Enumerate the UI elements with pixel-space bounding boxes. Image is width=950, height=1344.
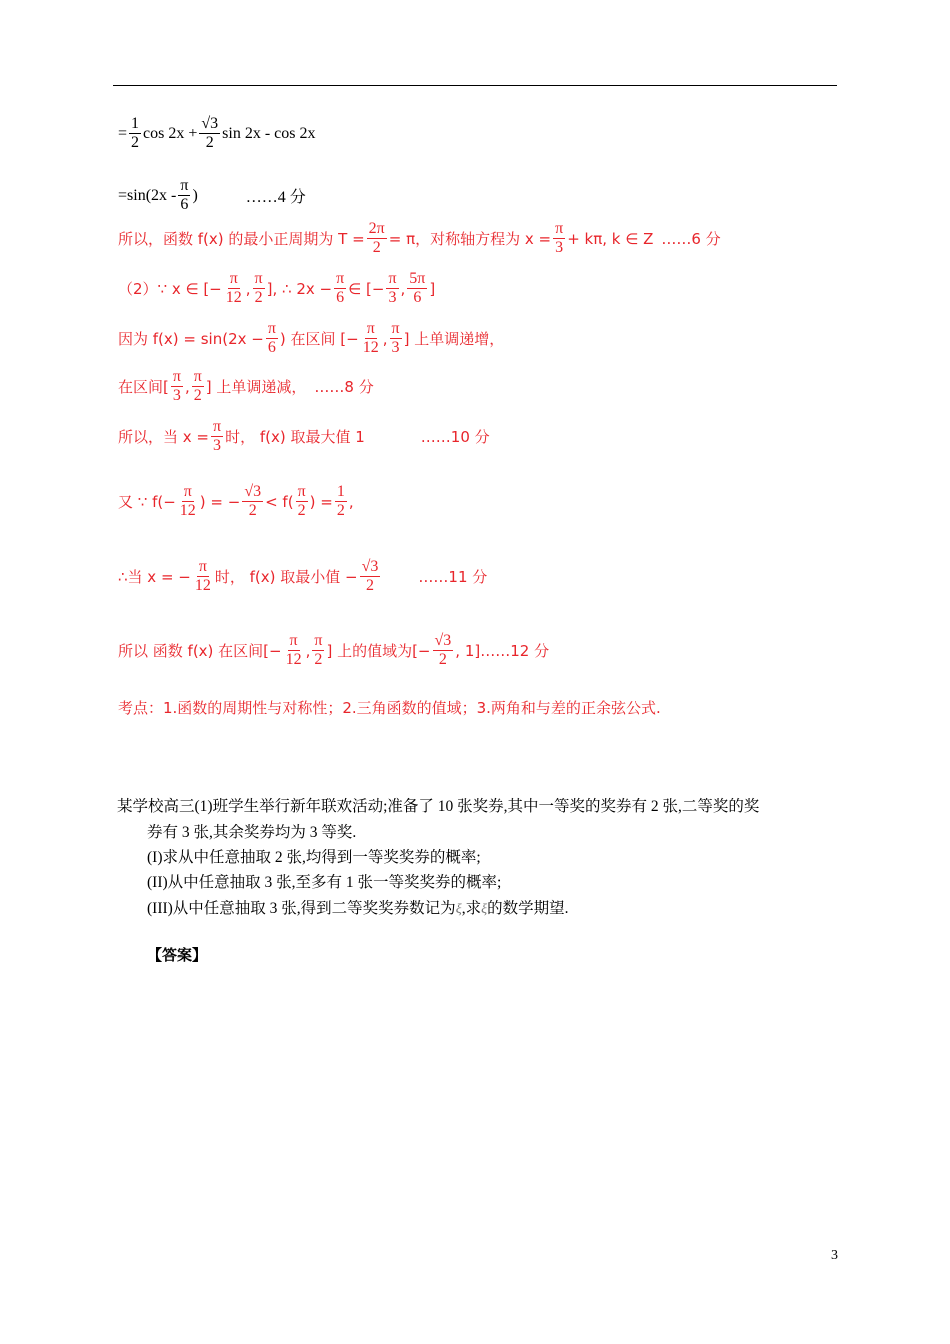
key-points-line — [118, 697, 661, 718]
xi-symbol: ξ — [455, 902, 462, 917]
solution-text: , — [305, 641, 311, 660]
fraction: $\frac{\pi}{3}$ — [555, 220, 564, 256]
solution-line-5 — [118, 320, 504, 357]
solution-text: 在区间[ — [118, 378, 169, 396]
fraction: $\frac{\pi}{3}$ — [212, 418, 222, 454]
solution-text: 因为 f(x) = sin(2x − — [118, 330, 264, 348]
solution-text: 又 ∵ f(− — [118, 493, 176, 511]
score-mark: ……8 分 — [314, 378, 374, 396]
solution-line-6 — [118, 368, 374, 405]
solution-text: ] 上单调递减， — [205, 378, 307, 396]
solution-text: , 1] — [455, 641, 481, 660]
solution-text: 时， f(x) 取最大值 1 — [225, 428, 365, 446]
solution-text: ∴当 x = − — [118, 568, 191, 586]
question-3-text: (III)从中任意抽取 3 张,得到二等奖奖券数记为 — [147, 900, 456, 917]
solution-text: ], ∴ 2x − — [266, 279, 333, 298]
question-3-text: ,求 — [461, 900, 482, 917]
math-text: =sin(2x - — [118, 186, 177, 204]
fraction: $\frac{√3}{2}$ — [434, 632, 452, 668]
solution-text: ] 上的值域为[− — [326, 642, 431, 660]
fraction: $\frac{√3}{2}$ — [201, 115, 219, 151]
question-3 — [147, 896, 568, 923]
equals-sign: = — [118, 124, 128, 142]
fraction: $\frac{\pi}{2}$ — [193, 368, 202, 404]
solution-text: 所以，函数 f(x) 的最小正周期为 T = — [118, 230, 365, 248]
fraction: $\frac{1}{2}$ — [131, 115, 140, 151]
solution-line-10 — [118, 632, 549, 669]
xi-symbol: ξ — [481, 902, 488, 917]
fraction: $\frac{\pi}{12}$ — [194, 558, 211, 594]
fraction: $\frac{\pi}{12}$ — [179, 483, 196, 519]
solution-text: ) = − — [199, 492, 241, 511]
score-mark: ……12 分 — [480, 642, 550, 660]
score-mark: ……11 分 — [418, 568, 488, 586]
solution-text: ] — [429, 279, 436, 298]
score-mark: ……6 分 — [661, 230, 721, 248]
fraction: $\frac{\pi}{6}$ — [267, 320, 276, 356]
fraction: $\frac{2\pi}{2}$ — [368, 220, 385, 256]
solution-line-7 — [118, 418, 490, 455]
solution-text: ∈ [− — [348, 279, 385, 298]
page-number: 3 — [831, 1248, 838, 1263]
solution-text: 时， f(x) 取最小值 − — [214, 568, 358, 586]
solution-text: 所以，当 x = — [118, 428, 209, 446]
solution-line-4 — [118, 270, 435, 307]
fraction: $\frac{1}{2}$ — [336, 483, 345, 519]
fraction: $\frac{\pi}{3}$ — [391, 320, 400, 356]
solution-text: < f( — [265, 492, 294, 511]
fraction: $\frac{\pi}{12}$ — [225, 270, 242, 306]
equation-line-1 — [118, 115, 316, 152]
fraction: $\frac{5\pi}{6}$ — [409, 270, 426, 306]
problem-statement-line-1: 某学校高三(1)班学生举行新年联欢活动;准备了 10 张奖券,其中一等奖的奖券有 2 张,二等奖的奖 — [117, 798, 760, 815]
score-mark: ……10 分 — [420, 428, 490, 446]
question-1: (I)求从中任意抽取 2 张,均得到一等奖奖券的概率; — [147, 849, 481, 866]
fraction: $\frac{\pi}{3}$ — [172, 368, 181, 404]
solution-text: ] 上单调递增， — [403, 330, 505, 348]
solution-text: , — [348, 492, 354, 511]
fraction: $\frac{\pi}{3}$ — [388, 270, 397, 306]
question-3-text: 的数学期望. — [487, 900, 569, 917]
fraction: $\frac{\pi}{12}$ — [362, 320, 379, 356]
fraction: $\frac{\pi}{12}$ — [285, 632, 302, 668]
solution-text: ) 在区间 [− — [279, 330, 359, 348]
math-text: sin 2x - cos 2x — [222, 124, 316, 142]
score-mark: ……4 分 — [245, 189, 306, 206]
question-2: (II)从中任意抽取 3 张,至多有 1 张一等奖奖券的概率; — [147, 874, 502, 891]
solution-text: ) = — [309, 492, 333, 511]
solution-text: + kπ, k ∈ Z — [567, 229, 654, 248]
key-points-text: 考点：1.函数的周期性与对称性；2.三角函数的值域；3.两角和与差的正余弦公式. — [118, 699, 661, 717]
solution-text: , — [245, 279, 251, 298]
fraction: $\frac{\pi}{2}$ — [254, 270, 263, 306]
fraction: $\frac{\pi}{6}$ — [336, 270, 345, 306]
equation-line-2 — [118, 177, 306, 214]
solution-text: , — [184, 377, 190, 396]
fraction: $\frac{\pi}{2}$ — [297, 483, 306, 519]
solution-text: = π，对称轴方程为 x = — [388, 230, 552, 248]
math-text: ) — [192, 186, 198, 204]
header-rule — [113, 85, 837, 86]
solution-text: , — [400, 279, 406, 298]
solution-text: 所以 函数 f(x) 在区间[− — [118, 642, 282, 660]
answer-heading: 【答案】 — [147, 946, 208, 964]
fraction: $\frac{√3}{2}$ — [361, 558, 379, 594]
solution-text: （2）∵ x ∈ [− — [118, 280, 222, 298]
fraction: $\frac{√3}{2}$ — [244, 483, 262, 519]
fraction: $\frac{\pi}{2}$ — [314, 632, 323, 668]
solution-line-9 — [118, 558, 487, 595]
solution-text: , — [382, 329, 388, 348]
problem-statement-line-2: 券有 3 张,其余奖券均为 3 等奖. — [147, 824, 357, 841]
solution-line-3 — [118, 220, 721, 257]
math-text: cos 2x + — [143, 124, 198, 142]
solution-line-8 — [118, 483, 354, 520]
fraction: $\frac{\pi}{6}$ — [180, 177, 189, 213]
